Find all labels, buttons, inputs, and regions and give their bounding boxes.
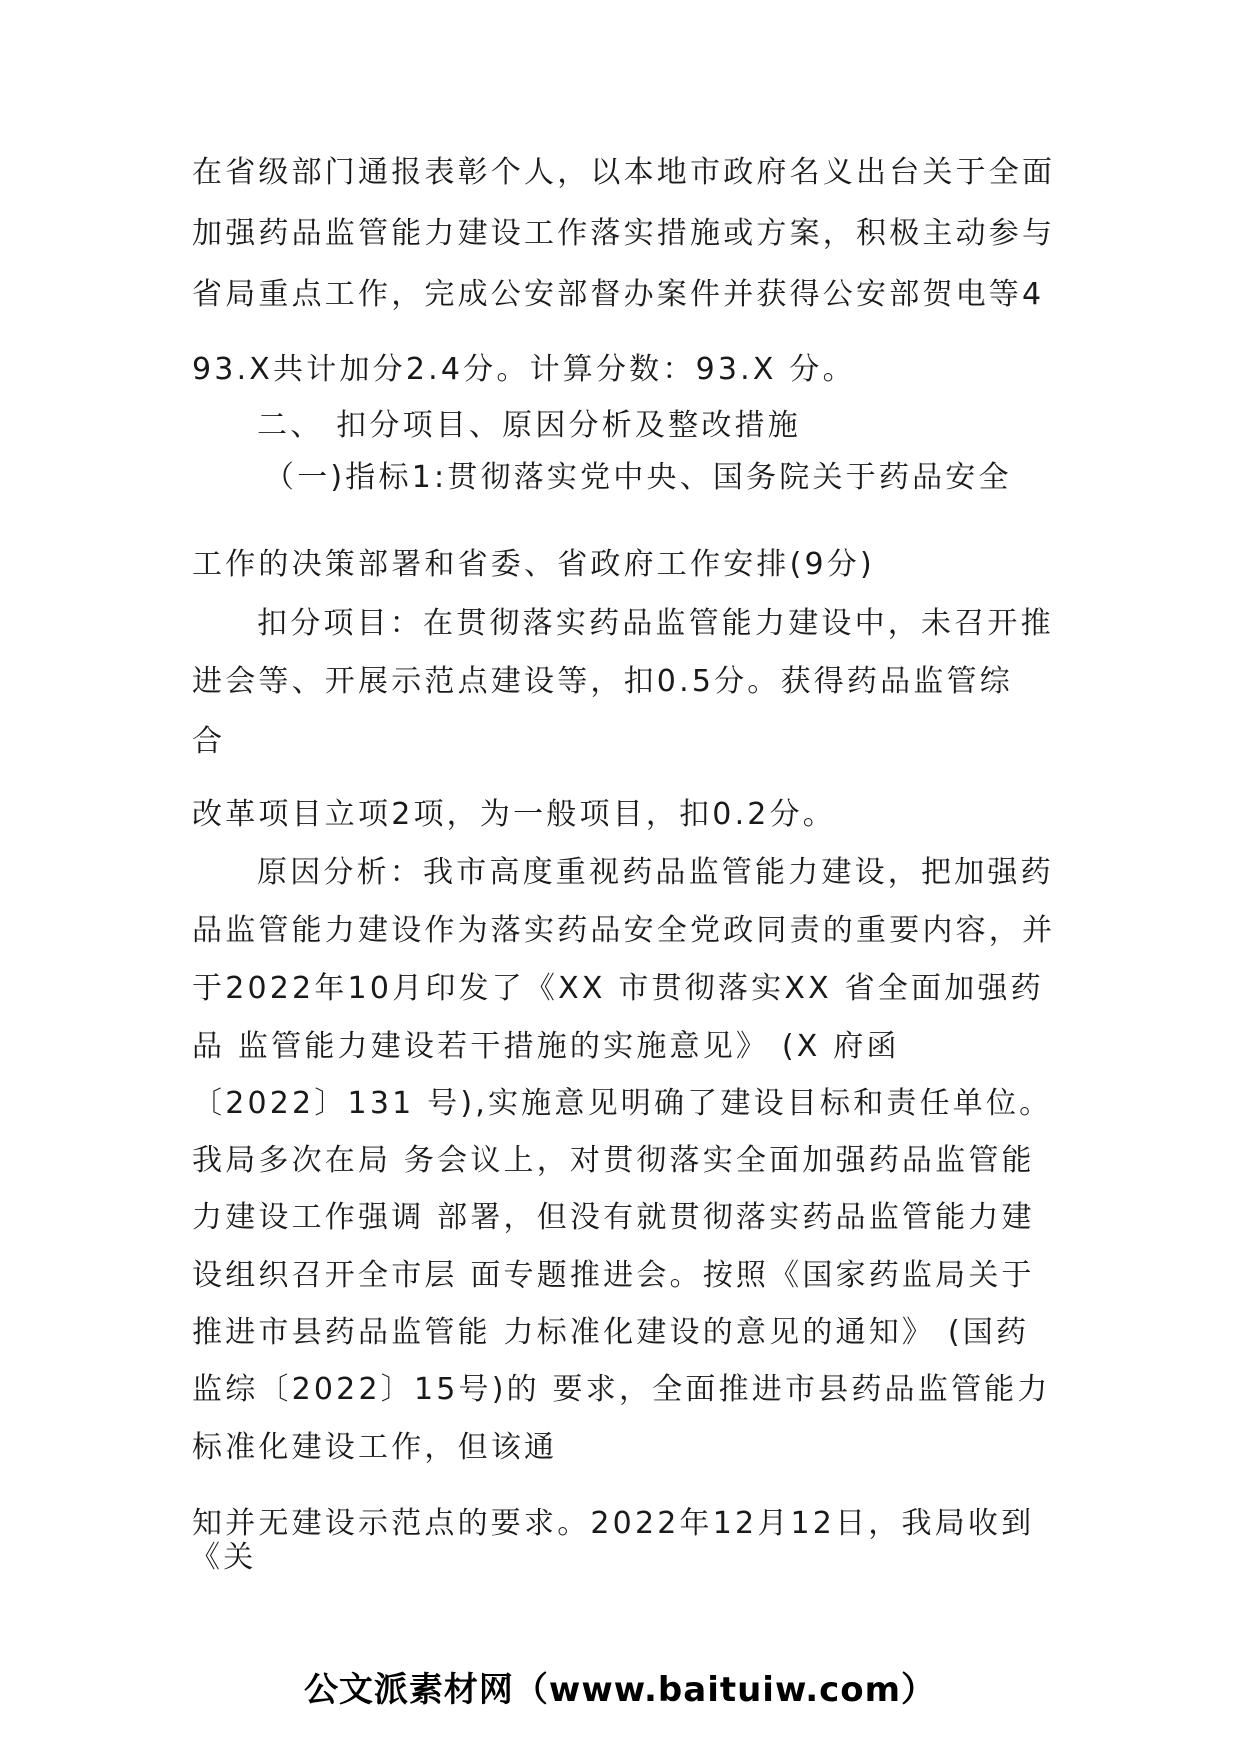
- text-line: 设组织召开全市层 面专题推进会。按照《国家药监局关于: [192, 1258, 1035, 1293]
- text-line: 监综〔2022〕15号)的 要求，全面推进市县药品监管能力: [192, 1372, 1051, 1407]
- text-line: 合: [192, 724, 226, 759]
- text-line: 扣分项目：在贯彻落实药品监管能力建设中，未召开推: [257, 606, 1054, 641]
- text-line: 品 监管能力建设若干措施的实施意见》 (X 府函: [192, 1029, 900, 1064]
- text-line: 于2022年10月印发了《XX 市贯彻落实XX 省全面加强药: [192, 971, 1044, 1006]
- text-line: 力建设工作强调 部署，但没有就贯彻落实药品监管能力建: [192, 1200, 1035, 1235]
- text-line: 在省级部门通报表彰个人，以本地市政府名义出台关于全面: [192, 155, 1056, 190]
- text-line: 〔2022〕131 号),实施意见明确了建设目标和责任单位。: [192, 1086, 1053, 1121]
- text-line: 省局重点工作，完成公安部督办案件并获得公安部贺电等4: [192, 277, 1045, 312]
- text-line: 《关: [190, 1540, 257, 1575]
- text-line: 加强药品监管能力建设工作落实措施或方案，积极主动参与: [192, 216, 1056, 251]
- subsection-heading: （一)指标1:贯彻落实党中央、国务院关于药品安全: [264, 460, 1012, 495]
- text-line: 改革项目立项2项，为一般项目，扣0.2分。: [192, 797, 836, 832]
- text-line: 原因分析：我市高度重视药品监管能力建设，把加强药: [257, 855, 1054, 890]
- text-line: 93.X共计加分2.4分。计算分数：93.X 分。: [192, 352, 856, 387]
- text-line: 知并无建设示范点的要求。2022年12月12日，我局收到: [192, 1506, 1035, 1541]
- text-line: 推进市县药品监管能 力标准化建设的意见的通知》 (国药: [192, 1315, 1030, 1350]
- footer-watermark: 公文派素材网（www.baituiw.com）: [303, 1670, 937, 1710]
- text-line: 我局多次在局 务会议上，对贯彻落实全面加强药品监管能: [192, 1143, 1035, 1178]
- text-line: 进会等、开展示范点建设等，扣0.5分。获得药品监管综: [192, 664, 1013, 699]
- text-line: 标准化建设工作，但该通: [192, 1430, 558, 1465]
- section-heading: 二、 扣分项目、原因分析及整改措施: [257, 408, 801, 443]
- text-line: 品监管能力建设作为落实药品安全党政同责的重要内容，并: [192, 913, 1056, 948]
- text-line: 工作的决策部署和省委、省政府工作安排(9分): [192, 547, 875, 582]
